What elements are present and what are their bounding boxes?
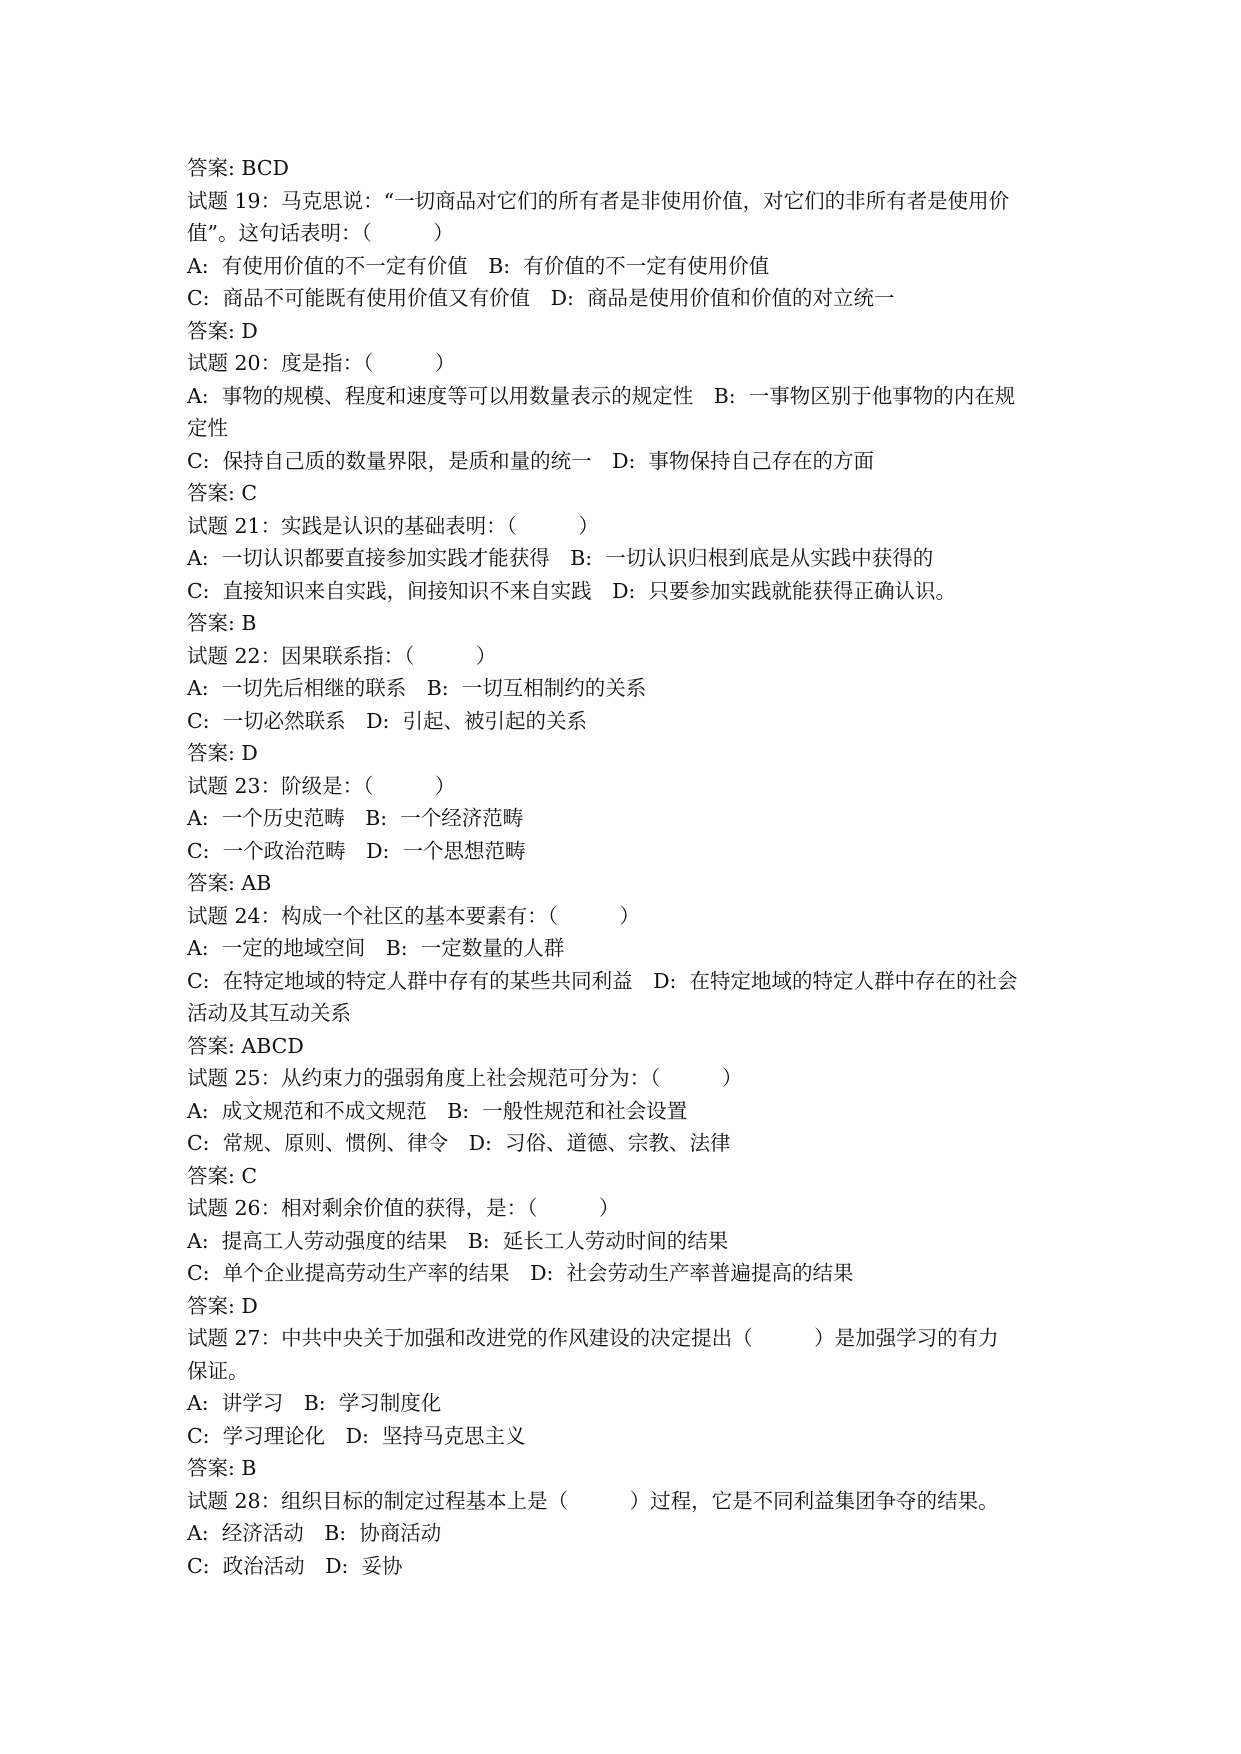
answer-line: 答案: D [187,318,258,343]
options-line: C: 政治活动 D: 妥协 [187,1553,403,1578]
options-line: C: 一个政治范畴 D: 一个思想范畴 [187,838,526,863]
question-line: 试题 19：马克思说：“一切商品对它们的所有者是非使用价值，对它们的非所有者是使用价 [187,188,1010,213]
answer-line: 答案: AB [187,871,272,895]
options-line: A: 一切先后相继的联系 B: 一切互相制约的关系 [187,676,647,700]
options-line: A: 有使用价值的不一定有价值 B: 有价值的不一定有使用价值 [187,253,770,278]
options-line: A: 成文规范和不成文规范 B: 一般性规范和社会设置 [187,1098,688,1123]
options-line: C: 单个企业提高劳动生产率的结果 D: 社会劳动生产率普遍提高的结果 [187,1261,854,1285]
options-line: A: 一切认识都要直接参加实践才能获得 B: 一切认识归根到底是从实践中获得的 [187,546,934,570]
options-line: C: 直接知识来自实践，间接知识不来自实践 D: 只要参加实践就能获得正确认识。 [187,578,956,603]
question-line: 试题 22：因果联系指：（ ） [187,643,497,668]
options-line: C: 常规、原则、惯例、律令 D: 习俗、道德、宗教、法律 [187,1131,731,1155]
question-line: 试题 23：阶级是：（ ） [187,773,456,798]
question-line: 试题 21：实践是认识的基础表明：（ ） [187,513,599,538]
question-line: 试题 20：度是指：（ ） [187,351,456,375]
options-line: 活动及其互动关系 [187,1001,351,1025]
answer-line: 答案: D [187,741,258,765]
options-line: C: 商品不可能既有使用价值又有价值 D: 商品是使用价值和价值的对立统一 [187,286,895,310]
options-line: A: 一个历史范畴 B: 一个经济范畴 [187,806,524,830]
answer-line: 答案: ABCD [187,1033,304,1058]
options-line: C: 学习理论化 D: 坚持马克思主义 [187,1423,526,1448]
options-line: A: 提高工人劳动强度的结果 B: 延长工人劳动时间的结果 [187,1228,729,1253]
options-line: C: 在特定地域的特定人群中存有的某些共同利益 D: 在特定地域的特定人群中存在的社会 [187,968,1018,993]
options-line: A: 一定的地域空间 B: 一定数量的人群 [187,936,565,960]
question-line: 试题 27：中共中央关于加强和改进党的作风建设的决定提出（ ）是加强学习的有力 [187,1326,999,1350]
question-line: 试题 28：组织目标的制定过程基本上是（ ）过程，它是不同利益集团争夺的结果。 [187,1488,999,1513]
document-page [187,152,1067,1582]
question-line: 试题 26：相对剩余价值的获得，是：（ ） [187,1196,620,1220]
options-line: 定性 [187,416,228,440]
answer-line: 答案: B [187,1456,257,1480]
options-line: A: 经济活动 B: 协商活动 [187,1521,442,1545]
answer-line: 答案: B [187,611,257,635]
answer-line: 答案: C [187,481,258,505]
question-line: 值”。这句话表明：（ ） [187,221,454,245]
options-line: A: 事物的规模、程度和速度等可以用数量表示的规定性 B: 一事物区别于他事物的内在规 [187,383,1016,408]
options-line: C: 一切必然联系 D: 引起、被引起的关系 [187,708,587,733]
answer-line: 答案: BCD [187,156,289,180]
answer-line: 答案: C [187,1163,258,1188]
question-line: 保证。 [187,1358,249,1383]
answer-line: 答案: D [187,1293,258,1318]
question-line: 试题 24：构成一个社区的基本要素有：（ ） [187,903,640,928]
options-line: A: 讲学习 B: 学习制度化 [187,1391,442,1415]
question-line: 试题 25：从约束力的强弱角度上社会规范可分为：（ ） [187,1066,743,1090]
options-line: C: 保持自己质的数量界限，是质和量的统一 D: 事物保持自己存在的方面 [187,448,874,473]
